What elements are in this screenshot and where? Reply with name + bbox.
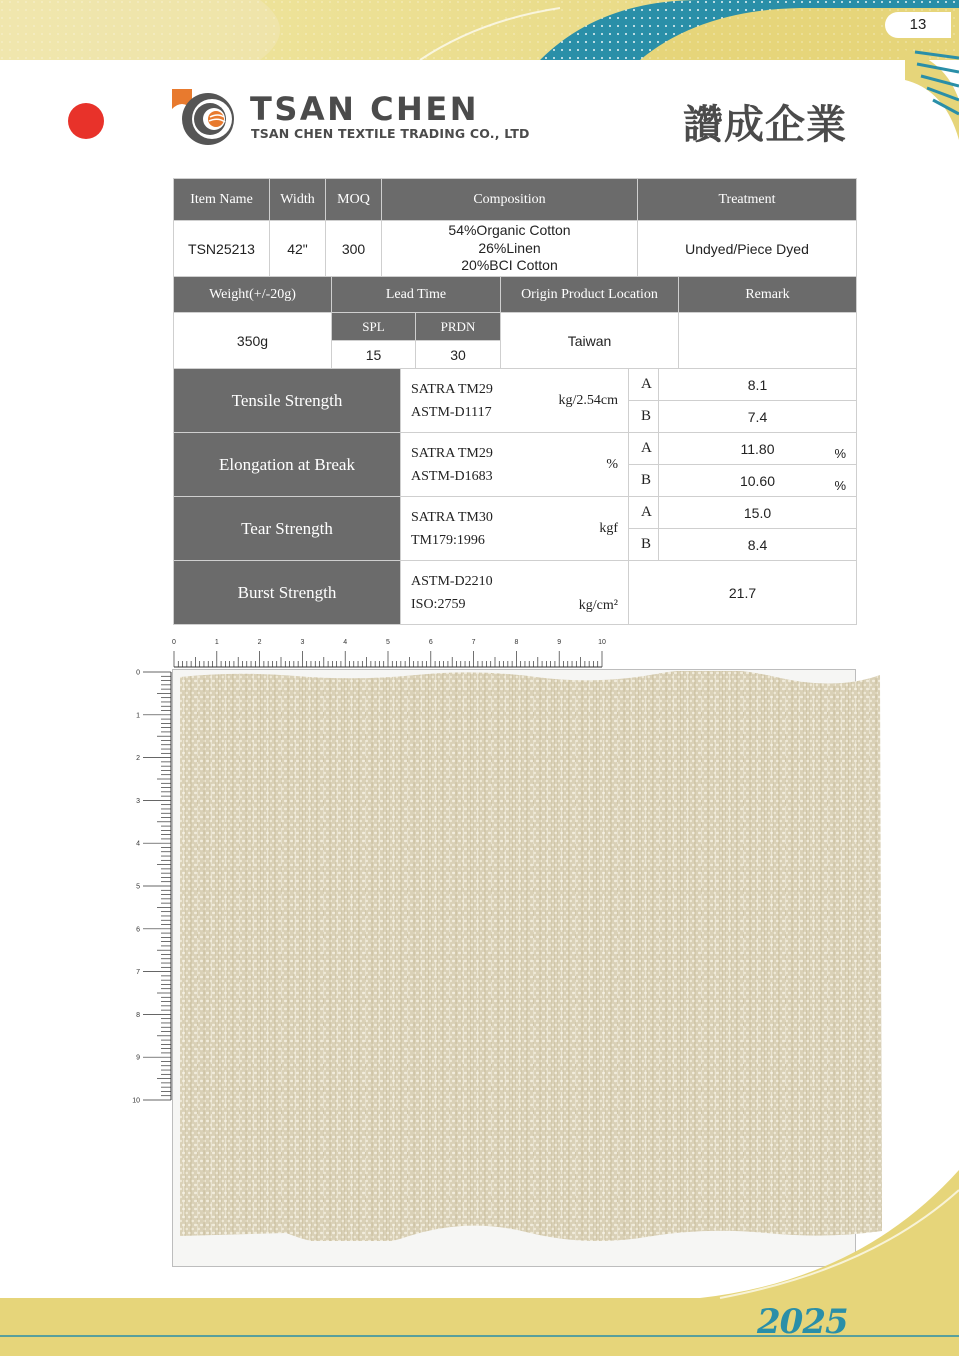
composition-line: 26%Linen [478, 239, 541, 256]
method-line: ASTM-D1683 [411, 468, 493, 484]
method-line: ASTM-D2210 [411, 573, 493, 589]
ruler-label: 4 [343, 639, 348, 646]
result-value: 11.80 [740, 440, 775, 457]
method-line: ASTM-D1117 [411, 404, 492, 420]
header-spl: SPL [332, 313, 416, 341]
value-moq: 300 [326, 221, 382, 277]
value-prdn: 30 [416, 341, 501, 369]
method-line: TM179:1996 [411, 532, 485, 548]
test-name-elongation: Elongation at Break [174, 433, 401, 497]
ruler-label: 7 [471, 639, 476, 646]
header-moq: MOQ [326, 179, 382, 221]
result-value: 15.0 [659, 497, 857, 529]
brand-subtitle: TSAN CHEN TEXTILE TRADING CO., LTD [251, 126, 530, 141]
horizontal-ruler [170, 636, 610, 670]
composition-line: 54%Organic Cotton [448, 222, 571, 239]
test-unit: kgf [599, 520, 618, 536]
ruler-label: 1 [136, 712, 140, 720]
ruler-label: 3 [300, 639, 305, 646]
test-method-burst [401, 561, 629, 625]
result-value: 7.4 [659, 401, 857, 433]
tsan-chen-logo-icon [172, 87, 238, 147]
ruler-label: 2 [136, 755, 140, 763]
result-value: 10.60 [739, 472, 776, 489]
brand-name: TSAN CHEN [250, 90, 479, 128]
result-label: A [629, 497, 659, 529]
value-composition [382, 221, 638, 277]
brand-chinese-name: 讚成企業 [683, 102, 847, 148]
test-unit: kg/cm² [578, 598, 618, 613]
test-method-tensile [401, 369, 629, 433]
value-remark [679, 313, 857, 369]
value-treatment: Undyed/Piece Dyed [638, 221, 857, 277]
test-name-burst: Burst Strength [174, 561, 401, 625]
result-value-cell [659, 433, 857, 465]
ruler-label: 4 [136, 840, 140, 848]
test-results-table [173, 368, 857, 625]
red-dot-marker [68, 103, 104, 139]
ruler-label: 2 [257, 639, 262, 646]
value-origin: Taiwan [501, 313, 679, 369]
result-value: 8.1 [659, 369, 857, 401]
ruler-label: 8 [136, 1011, 140, 1019]
result-value: 8.4 [659, 529, 857, 561]
result-value: 21.7 [629, 561, 857, 625]
test-name-tensile: Tensile Strength [174, 369, 401, 433]
result-label: B [629, 529, 659, 561]
ruler-label: 10 [132, 1097, 140, 1105]
result-value-cell [659, 465, 857, 497]
ruler-label: 6 [428, 639, 433, 646]
test-method-tear [401, 497, 629, 561]
page-number: 13 [885, 12, 951, 38]
ruler-label: 6 [136, 926, 140, 934]
header-composition: Composition [382, 179, 638, 221]
value-item-name: TSN25213 [174, 221, 270, 277]
result-label: A [629, 369, 659, 401]
result-label: B [629, 401, 659, 433]
ruler-label: 8 [514, 639, 519, 646]
header-origin: Origin Product Location [501, 277, 679, 313]
ruler-label: 0 [136, 669, 140, 677]
test-unit: kg/2.54cm [558, 392, 618, 408]
method-line: SATRA TM30 [411, 509, 493, 525]
fabric-swatch-image [176, 671, 884, 1241]
header-treatment: Treatment [638, 179, 857, 221]
ruler-label: 3 [136, 797, 140, 805]
ruler-label: 9 [136, 1054, 140, 1062]
method-line: ISO:2759 [411, 596, 466, 612]
ruler-label: 7 [136, 969, 140, 977]
value-width: 42" [270, 221, 326, 277]
spec-table-production [173, 276, 857, 369]
test-name-tear: Tear Strength [174, 497, 401, 561]
value-spl: 15 [332, 341, 416, 369]
header-weight: Weight(+/-20g) [174, 277, 332, 313]
result-label: B [629, 465, 659, 497]
ruler-label: 0 [172, 639, 176, 646]
result-label: A [629, 433, 659, 465]
result-suffix: % [834, 446, 846, 461]
value-weight: 350g [174, 313, 332, 369]
test-unit: % [606, 456, 618, 472]
ruler-label: 10 [598, 639, 606, 646]
vertical-ruler [130, 666, 174, 1106]
test-method-elongation [401, 433, 629, 497]
right-stripes-decoration [905, 40, 959, 140]
header-decoration-band [0, 0, 959, 60]
composition-line: 20%BCI Cotton [461, 257, 558, 274]
ruler-label: 9 [557, 639, 562, 646]
header-item-name: Item Name [174, 179, 270, 221]
ruler-label: 1 [214, 639, 219, 646]
result-suffix: % [834, 478, 846, 493]
ruler-label: 5 [136, 883, 140, 891]
spec-table-basic [173, 178, 857, 277]
ruler-label: 5 [386, 639, 390, 646]
header-lead-time: Lead Time [332, 277, 501, 313]
header-prdn: PRDN [416, 313, 501, 341]
header-remark: Remark [679, 277, 857, 313]
header-width: Width [270, 179, 326, 221]
method-line: SATRA TM29 [411, 381, 493, 397]
method-line: SATRA TM29 [411, 445, 493, 461]
footer-year: 2025 [757, 1302, 848, 1342]
